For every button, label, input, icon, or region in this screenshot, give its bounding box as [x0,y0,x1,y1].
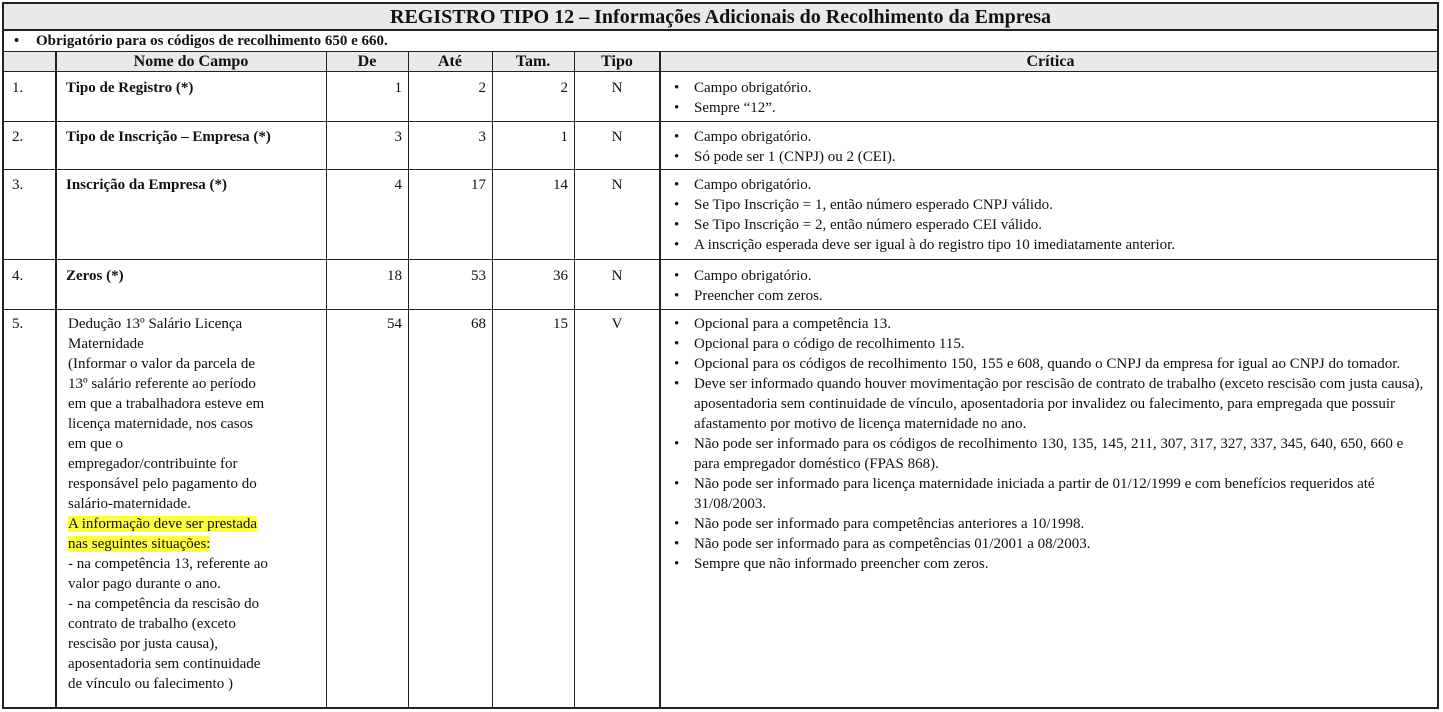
field-tam: 36 [553,268,568,284]
critica-list [668,127,1433,167]
field-tipo: N [611,268,623,284]
critica-item: • Campo obrigatório. [668,175,1433,195]
field-tipo: N [611,177,623,193]
column-divider [326,52,327,707]
critica-item: • Campo obrigatório. [668,266,1433,286]
field-de: 3 [394,129,402,145]
field-tam: 1 [560,129,568,145]
desc-line: de vínculo ou falecimento ) [68,676,233,692]
critica-item: • Não pode ser informado para os códigos de recolhimento 130, 135, 145, 211, 307, 317, 327, 337, 345, 640, 650, 660 e para empregador doméstico (FPAS 868). [668,434,1428,474]
registro-document [2,2,1439,709]
field-tipo: V [611,316,623,332]
column-divider [659,52,661,707]
desc-line: Maternidade [68,336,144,352]
field-name: Tipo de Inscrição – Empresa (*) [66,129,271,145]
desc-line: - na competência da rescisão do [68,596,260,612]
table-row [4,122,1437,170]
critica-item: • Deve ser informado quando houver movimentação por rescisão de contrato de trabalho (exceto rescisão com justa causa), aposentadoria sem continuidade de vínculo, aposentadoria por invalidez ou falecimento, para empregada que possuir afastamento por motivo de licença maternidade no ano. [668,374,1428,434]
table-row [4,260,1437,310]
critica-item: • Opcional para a competência 13. [668,314,1428,334]
field-name: Tipo de Registro (*) [66,80,194,96]
table-row [4,170,1437,260]
field-tam: 14 [553,177,568,193]
column-divider [492,52,493,707]
header-nome: Nome do Campo [133,53,249,70]
critica-item: • Sempre “12”. [668,98,1433,118]
desc-line: rescisão por justa causa), [68,636,218,652]
note-text: Obrigatório para os códigos de recolhimento 650 e 660. [36,33,388,49]
header-num [4,52,55,71]
desc-line: licença maternidade, nos casos [68,416,253,432]
note-bullet: • [14,33,20,49]
critica-item: • Sempre que não informado preencher com zeros. [668,554,1428,574]
field-tipo: N [611,129,623,145]
desc-line: contrato de trabalho (exceto [68,616,236,632]
row-number: 3. [12,177,24,193]
critica-item: • Preencher com zeros. [668,286,1433,306]
desc-line: 13º salário referente ao período [68,376,256,392]
desc-line: em que a trabalhadora esteve em [68,396,265,412]
field-de: 54 [387,316,402,332]
critica-item: • Opcional para o código de recolhimento 115. [668,334,1428,354]
header-critica: Crítica [1026,53,1075,70]
header-tipo: Tipo [601,53,633,70]
column-divider [574,52,575,707]
field-tam: 15 [553,316,568,332]
critica-item: • A inscrição esperada deve ser igual à do registro tipo 10 imediatamente anterior. [668,235,1433,255]
critica-item: • Não pode ser informado para competências anteriores a 10/1998. [668,514,1428,534]
critica-item: • Campo obrigatório. [668,127,1433,147]
field-ate: 2 [478,80,486,96]
critica-item: • Campo obrigatório. [668,78,1433,98]
field-description [68,314,324,694]
field-ate: 3 [478,129,486,145]
field-tam: 2 [560,80,568,96]
header-ate: Até [438,53,462,70]
critica-list [668,314,1428,574]
critica-item: • Só pode ser 1 (CNPJ) ou 2 (CEI). [668,147,1433,167]
desc-line: Dedução 13º Salário Licença [68,316,243,332]
field-name: Inscrição da Empresa (*) [66,177,227,193]
desc-line: em que o [68,436,123,452]
header-de: De [357,53,377,70]
column-divider [408,52,409,707]
row-number: 2. [12,129,24,145]
desc-line: valor pago durante o ano. [68,576,221,592]
critica-list [668,266,1433,306]
column-divider [55,52,57,707]
field-tipo: N [611,80,623,96]
table-row [4,310,1437,707]
desc-line: aposentadoria sem continuidade [68,656,261,672]
header-tam: Tam. [515,53,551,70]
highlight-mark: nas seguintes situações: [68,536,211,552]
field-ate: 17 [471,177,486,193]
row-number: 1. [12,80,24,96]
field-name: Zeros (*) [66,268,124,284]
desc-line: empregador/contribuinte for [68,456,238,472]
field-de: 1 [394,80,402,96]
critica-item: • Se Tipo Inscrição = 2, então número esperado CEI válido. [668,215,1433,235]
critica-list [668,78,1433,118]
desc-line: responsável pelo pagamento do [68,476,257,492]
desc-line: (Informar o valor da parcela de [68,356,255,372]
critica-item: • Se Tipo Inscrição = 1, então número esperado CNPJ válido. [668,195,1433,215]
table-header [4,52,1437,72]
row-number: 4. [12,268,24,284]
critica-item: • Opcional para os códigos de recolhimento 150, 155 e 608, quando o CNPJ da empresa for igual ao CNPJ do tomador. [668,354,1428,374]
document-title: REGISTRO TIPO 12 – Informações Adicionais do Recolhimento da Empresa [4,4,1437,31]
field-de: 4 [394,177,402,193]
highlighted-line [68,514,324,534]
field-de: 18 [387,268,402,284]
critica-item: • Não pode ser informado para as competências 01/2001 a 08/2003. [668,534,1428,554]
highlight-mark: A informação deve ser prestada [68,516,258,532]
field-ate: 53 [471,268,486,284]
desc-line: - na competência 13, referente ao [68,556,268,572]
highlighted-line [68,534,324,554]
desc-line: salário-maternidade. [68,496,191,512]
critica-item: • Não pode ser informado para licença maternidade iniciada a partir de 01/12/1999 e com benefícios requeridos até 31/08/2003. [668,474,1428,514]
row-number: 5. [12,316,24,332]
critica-list [668,175,1433,255]
obligatory-note [4,31,1437,52]
field-ate: 68 [471,316,486,332]
table-row [4,72,1437,122]
